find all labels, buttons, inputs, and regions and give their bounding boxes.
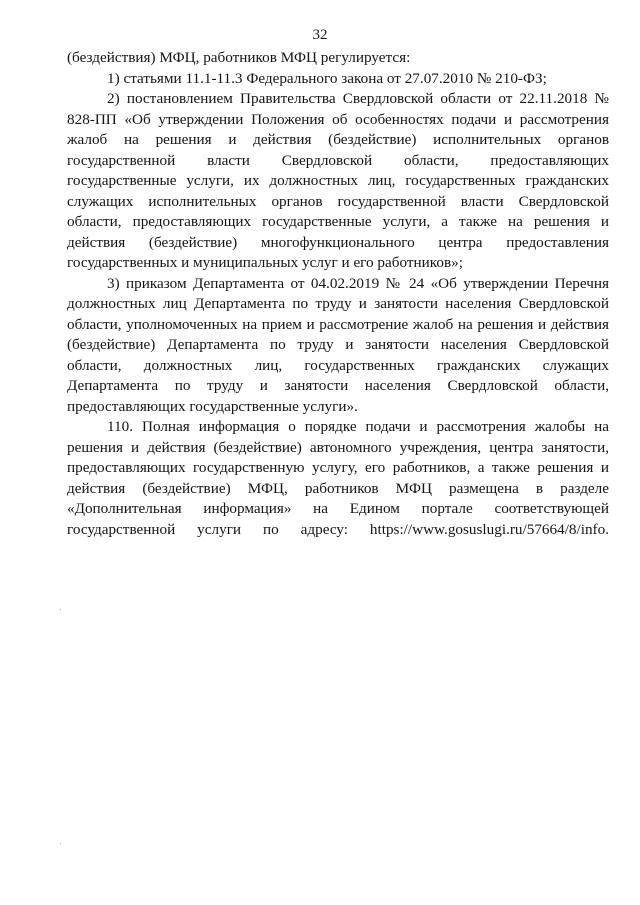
- paragraph-item-2: 2) постановлением Правительства Свердловской области от 22.11.2018 № 828-ПП «Об утверждении Положения об особенностях подачи и рассмотрения жалоб на решения и действия (бездействие) исполнительных органов государственной власти Свердловской области, предоставляющих государственные услуги, их должностных лиц, государственных гражданских служащих исполнительных органов государственной власти Свердловской области, предоставляющих государственные услуги, а также на решения и действия (бездействие) многофункционального центра предоставления государственных и муниципальных услуг и его работников»;: [67, 90, 609, 271]
- paragraph-item-1: 1) статьями 11.1-11.3 Федерального закона от 27.07.2010 № 210-ФЗ;: [107, 69, 547, 87]
- paragraph-continuation: (бездействия) МФЦ, работников МФЦ регулируется:: [67, 49, 411, 66]
- document-body: [67, 48, 609, 540]
- scan-speck: [60, 609, 61, 610]
- page-number: 32: [312, 27, 328, 43]
- paragraph-110: 110. Полная информация о порядке подачи и рассмотрения жалобы на решения и действия (бездействие) автономного учреждения, центра занятости, предоставляющих государственную услугу, его работников, а также решения и действия (бездействие) МФЦ, работников МФЦ размещена в разделе «Дополнительная информация» на Едином портале соответствующей государственной услуги по адресу: https://www.gosuslugi.ru/57664/8/info.: [67, 418, 609, 538]
- paragraph-item-3: 3) приказом Департамента от 04.02.2019 № 24 «Об утверждении Перечня должностных лиц Департамента по труду и занятости населения Свердловской области, уполномоченных на прием и рассмотрение жалоб на решения и действия (бездействие) Департамента по труду и занятости населения Свердловской области, должностных лиц, государственных гражданских служащих Департамента по труду и занятости населения Свердловской области, предоставляющих государственные услуги».: [67, 274, 609, 415]
- scan-speck: [60, 843, 61, 844]
